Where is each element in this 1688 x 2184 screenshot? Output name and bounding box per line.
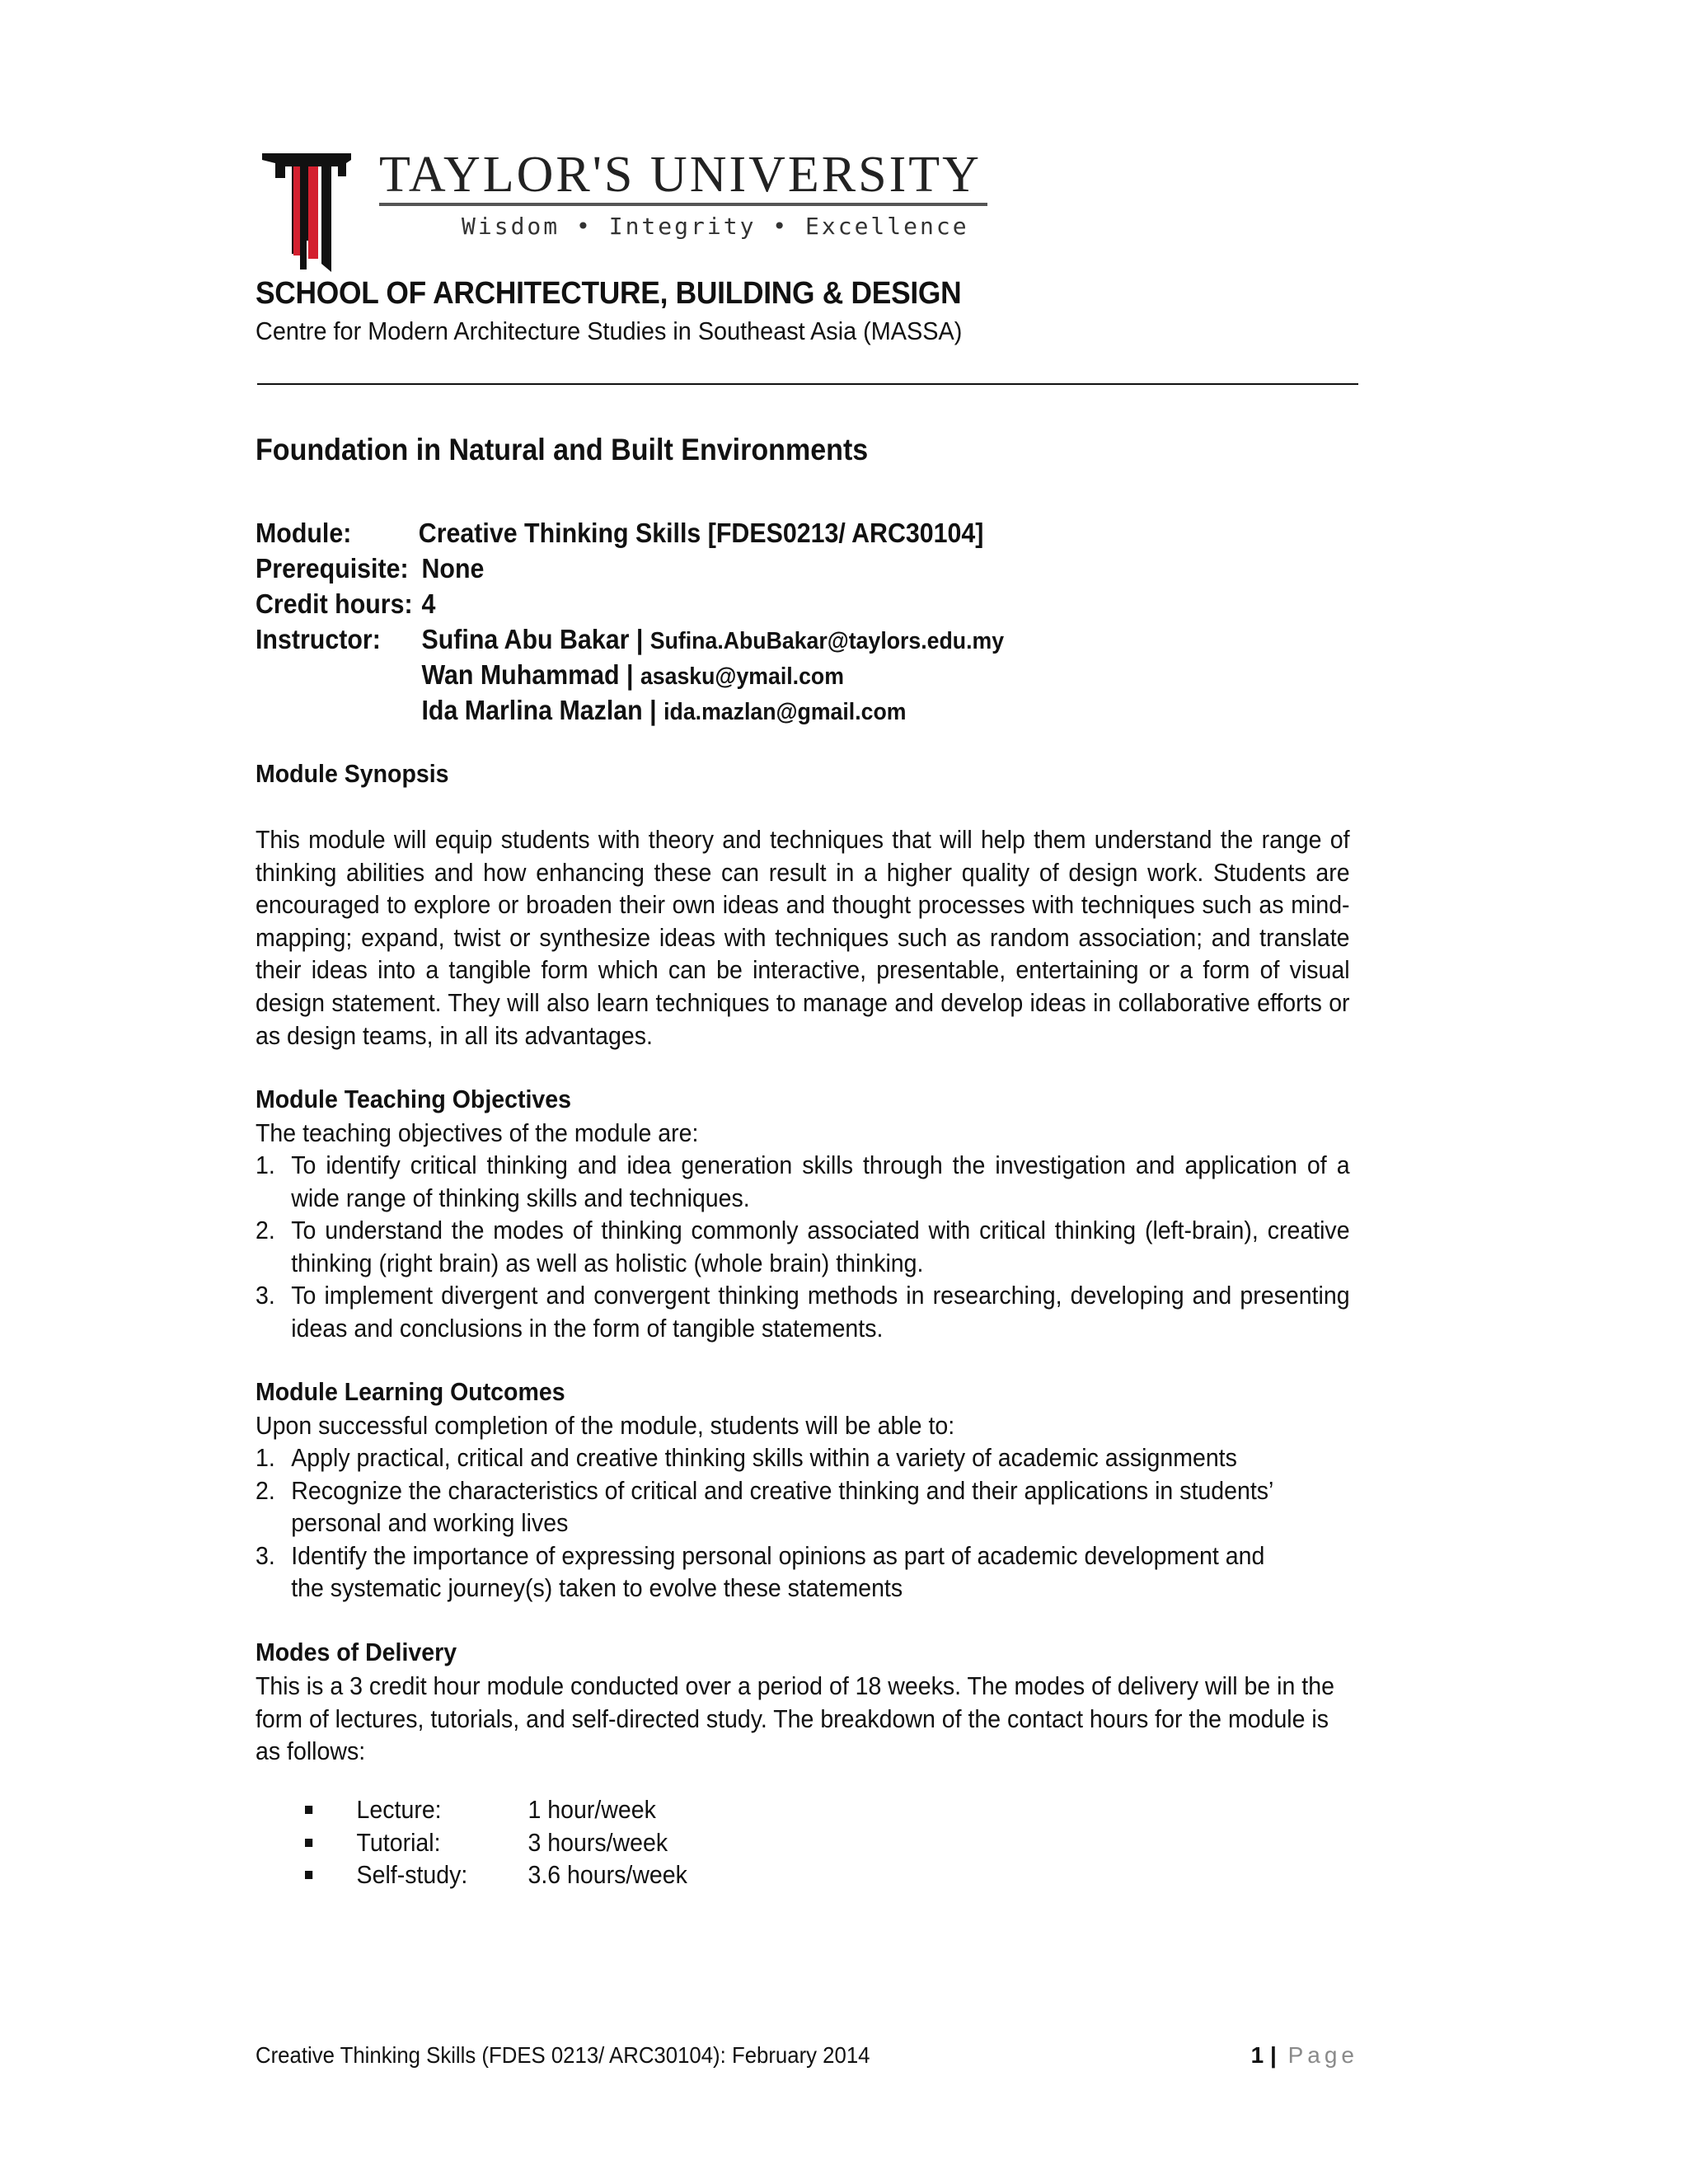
list-item	[256, 1441, 1302, 1474]
outcomes-heading: Module Learning Outcomes	[256, 1377, 565, 1406]
list-text: Recognize the characteristics of critical and creative thinking and their applications in students’ personal and working lives	[291, 1475, 1273, 1538]
page-separator: |	[1269, 2042, 1277, 2068]
list-text: To understand the modes of thinking commonly associated with critical thinking (left-brain), creative thinking (right brain) as well as holistic (whole brain) thinking.	[291, 1216, 1350, 1277]
instructor-email[interactable]: ida.mazlan@gmail.com	[663, 699, 907, 725]
square-bullet-icon	[305, 1839, 312, 1847]
list-text: To identify critical thinking and idea generation skills through the investigation and application of a wide range of thinking skills and techniques.	[291, 1151, 1350, 1212]
objectives-list	[256, 1149, 1350, 1345]
instructor-separator: |	[629, 624, 650, 654]
delivery-text: This is a 3 credit hour module conducted over a period of 18 weeks. The modes of delivery will be in the form of lectures, tutorials, and self-directed study. The breakdown of the contact hours for the module is as follows:	[256, 1671, 1334, 1766]
list-text: To implement divergent and convergent thinking methods in researching, developing and presenting ideas and conclusions in the form of tangible statements.	[291, 1281, 1350, 1343]
instructor-3	[421, 692, 906, 730]
instructor-name: Sufina Abu Bakar	[421, 624, 630, 654]
credit-value: 4	[421, 588, 436, 619]
hours-value: 1 hour/week	[528, 1795, 656, 1824]
hours-value: 3 hours/week	[528, 1827, 668, 1857]
instructor-email[interactable]: asasku@ymail.com	[640, 663, 844, 690]
instructor-email[interactable]: Sufina.AbuBakar@taylors.edu.my	[649, 628, 1005, 654]
logo-tagline: Wisdom • Integrity • Excellence	[462, 213, 969, 240]
instructor-separator: |	[642, 695, 664, 725]
list-number: 1.	[256, 1443, 275, 1472]
page-number: 1	[1250, 2042, 1264, 2068]
square-bullet-icon	[305, 1806, 312, 1814]
instructor-2	[421, 657, 843, 695]
hours-label: Lecture:	[356, 1795, 442, 1824]
delivery-heading: Modes of Delivery	[256, 1638, 457, 1666]
logo-rule	[379, 203, 987, 206]
hours-value: 3.6 hours/week	[528, 1860, 687, 1890]
synopsis-text: This module will equip students with theory and techniques that will help them understand the range of thinking abilities and how enhancing these can result in a higher quality of design work. Students are encouraged to explore or broaden their own ideas and thought processes with techniques such as mind-mapping; expand, twist or synthesize ideas with techniques such as random association; and translate their ideas into a tangible form which can be interactive, presentable, entertaining or a form of visual design statement. They will also learn techniques to manage and develop ideas in collaborative efforts or as design teams, in all its advantages.	[256, 825, 1350, 1050]
school-name: SCHOOL OF ARCHITECTURE, BUILDING & DESIGN	[256, 276, 962, 311]
page-indicator	[1251, 2042, 1358, 2069]
prerequisite-label: Prerequisite:	[256, 553, 409, 583]
emblem-red-right	[308, 166, 318, 259]
logo-wordmark: TAYLOR'S UNIVERSITY	[379, 147, 982, 203]
hours-label: Self-study:	[356, 1860, 468, 1890]
header-divider	[257, 383, 1358, 385]
list-text: Identify the importance of expressing personal opinions as part of academic development and the systematic journey(s) taken to evolve these statements	[291, 1540, 1265, 1603]
instructor-name: Ida Marlina Mazlan	[421, 695, 643, 725]
list-number: 3.	[256, 1281, 275, 1310]
page-label: Page	[1287, 2042, 1358, 2068]
instructor-1	[421, 621, 1004, 659]
instructor-separator: |	[619, 659, 640, 690]
logo-graphic	[259, 142, 992, 272]
list-number: 2.	[256, 1475, 275, 1505]
centre-name: Centre for Modern Architecture Studies in Southeast Asia (MASSA)	[256, 316, 963, 345]
hours-label: Tutorial:	[356, 1827, 441, 1857]
list-item	[256, 1474, 1302, 1540]
outcomes-intro: Upon successful completion of the module, students will be able to:	[256, 1411, 955, 1440]
university-logo	[259, 142, 992, 272]
outcomes-list	[256, 1441, 1302, 1605]
instructor-name: Wan Muhammad	[421, 659, 620, 690]
module-label: Module:	[256, 518, 352, 548]
programme-title: Foundation in Natural and Built Environments	[256, 433, 869, 466]
square-bullet-icon	[305, 1871, 312, 1879]
list-item	[256, 1149, 1350, 1214]
list-number: 2.	[256, 1216, 275, 1245]
module-value: Creative Thinking Skills [FDES0213/ ARC30104]	[418, 518, 984, 548]
instructor-label: Instructor:	[256, 624, 381, 654]
objectives-heading: Module Teaching Objectives	[256, 1085, 571, 1113]
list-text: Apply practical, critical and creative thinking skills within a variety of academic assignments	[291, 1443, 1237, 1472]
synopsis-heading: Module Synopsis	[256, 759, 449, 788]
list-number: 3.	[256, 1540, 275, 1570]
credit-label: Credit hours:	[256, 588, 413, 619]
list-item	[256, 1279, 1350, 1344]
prerequisite-value: None	[421, 553, 485, 583]
footer-title: Creative Thinking Skills (FDES 0213/ ARC30104): February 2014	[256, 2042, 870, 2068]
list-item	[256, 1214, 1350, 1279]
objectives-intro: The teaching objectives of the module are:	[256, 1118, 699, 1147]
list-item	[256, 1540, 1302, 1605]
list-number: 1.	[256, 1151, 275, 1179]
